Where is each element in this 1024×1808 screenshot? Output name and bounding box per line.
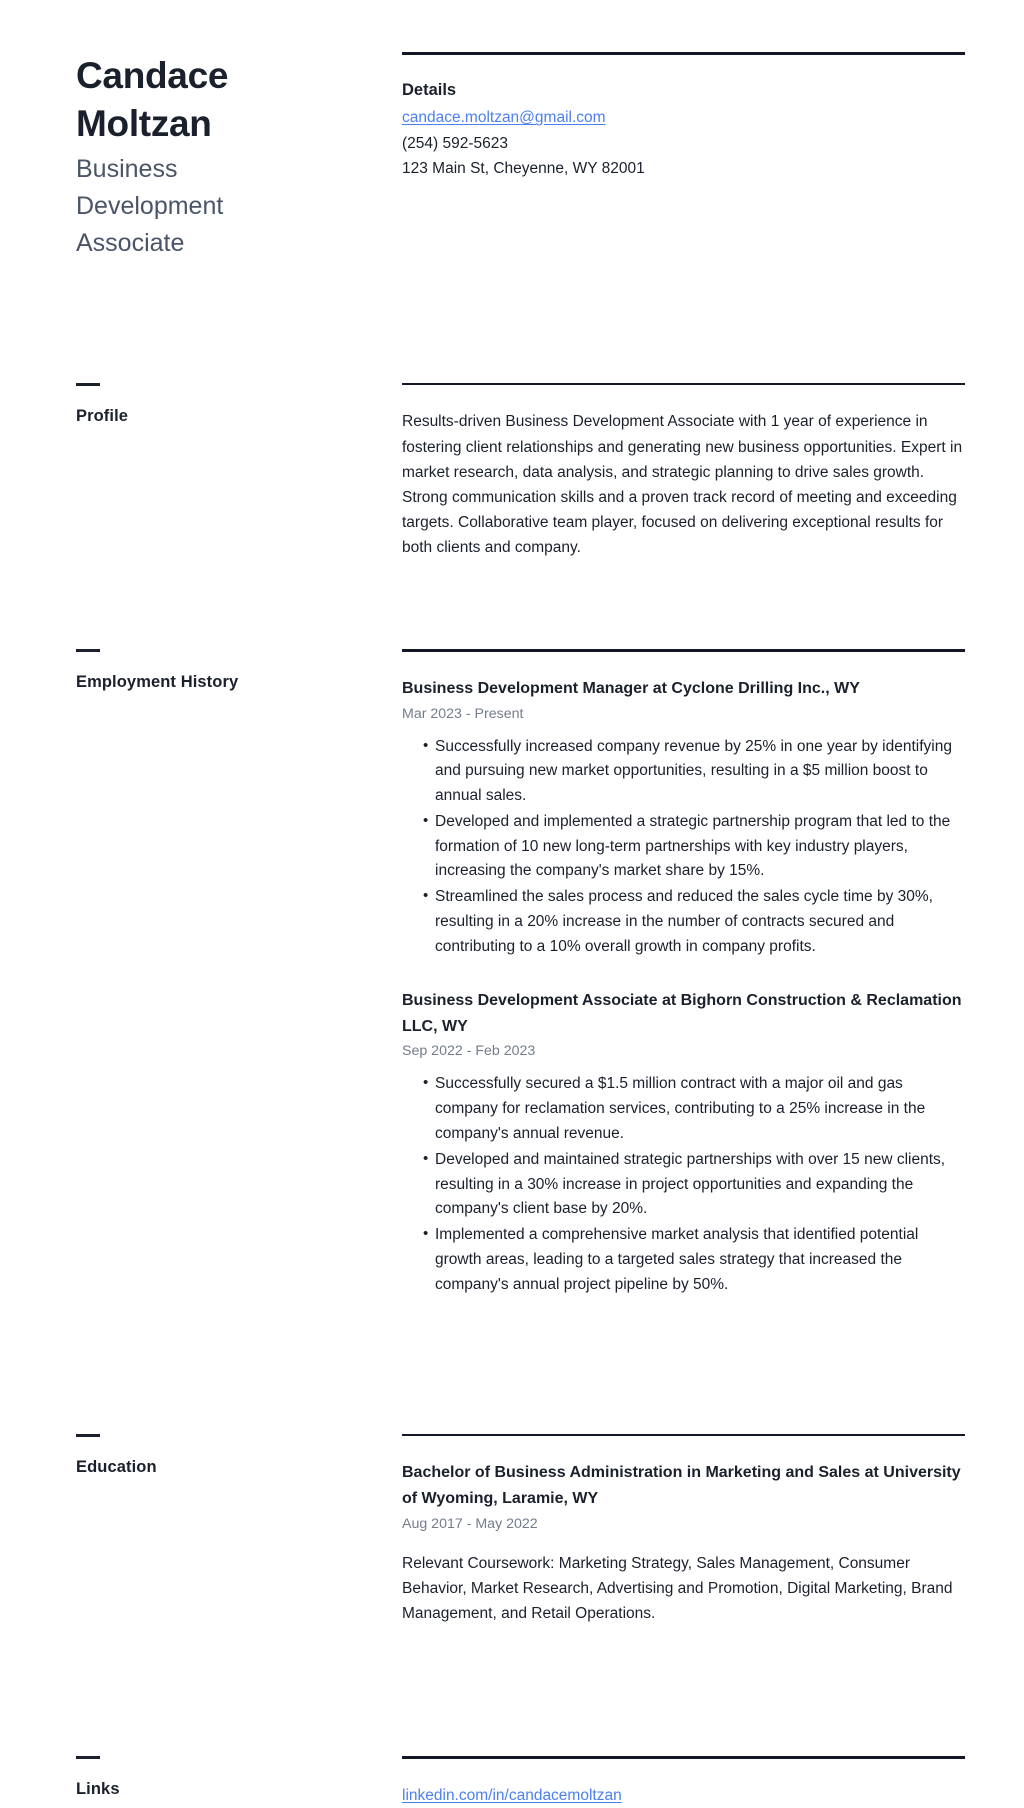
section-rule: [402, 1756, 965, 1759]
details-heading: Details: [402, 80, 457, 99]
address-line: 123 Main St, Cheyenne, WY 82001: [402, 159, 645, 177]
email-link[interactable]: candace.moltzan@gmail.com: [402, 109, 606, 127]
education-entry-title: Bachelor of Business Administration in Marketing and Sales at University of Wyoming, Laramie, WY: [402, 1464, 961, 1508]
section-rule: [402, 1434, 965, 1437]
phone-line: (254) 592-5623: [402, 134, 508, 152]
links-label-column: [76, 1756, 402, 1800]
education-entry: [402, 1460, 965, 1626]
employment-entry-bullets: [402, 1072, 965, 1297]
profile-content: [402, 383, 965, 560]
employment-label-column: [76, 649, 402, 693]
profile-label-column: [76, 383, 402, 427]
page-title: [76, 52, 306, 149]
education-entry-coursework: Relevant Coursework: Marketing Strategy, Sales Management, Consumer Behavior, Market Research, Advertising and Promotion, Digital Marketing, Brand Management, and Retail Operations.: [402, 1554, 953, 1623]
list-item: • Successfully secured a $1.5 million contract with a major oil and gas company for reclamation services, contributing to a 25% increase in the company's annual revenue.: [435, 1072, 965, 1146]
header-identity: [76, 52, 402, 262]
sidebar-label-employment-history: Employment History: [76, 673, 239, 692]
employment-section: [0, 649, 1024, 1299]
linkedin-link[interactable]: linkedin.com/in/candacemoltzan: [402, 1786, 622, 1804]
section-rule: [402, 383, 965, 386]
section-dash-icon: [76, 649, 100, 652]
list-item: • Developed and implemented a strategic partnership program that led to the formation of 10 new long-term partnerships with key industry players, increasing the company's market share by 15%.: [435, 810, 965, 884]
education-content: [402, 1434, 965, 1627]
profile-section: [0, 383, 1024, 560]
last-name: Moltzan: [76, 103, 212, 145]
employment-entry-bullets: [402, 735, 965, 960]
education-section: [0, 1434, 1024, 1627]
education-entry-date: Aug 2017 - May 2022: [402, 1515, 538, 1532]
employment-entry-title: Business Development Manager at Cyclone Drilling Inc., WY: [402, 679, 860, 697]
employment-entry: [402, 676, 965, 960]
section-dash-icon: [76, 1756, 100, 1759]
list-item: • Streamlined the sales process and reduced the sales cycle time by 30%, resulting in a 20% increase in the number of contracts secured and contributing to a 10% overall growth in company profits.: [435, 885, 965, 959]
section-rule: [402, 649, 965, 652]
section-dash-icon: [76, 1434, 100, 1437]
header-section: [0, 0, 1024, 262]
job-title: Business Development Associate: [76, 154, 224, 257]
section-rule: [402, 52, 965, 55]
employment-entry-date: Mar 2023 - Present: [402, 705, 524, 722]
section-dash-icon: [76, 383, 100, 386]
profile-text: Results-driven Business Development Associate with 1 year of experience in fostering client relationships and generating new business opportunities. Expert in market research, data analysis, and strategic planning to drive sales growth. Strong communication skills and a proven track record of meeting and exceeding targets. Collaborative team player, focused on delivering exceptional results for both clients and company.: [402, 413, 963, 556]
sidebar-label-links: Links: [76, 1780, 120, 1799]
details-section: [402, 52, 965, 181]
links-section: [0, 1756, 1024, 1808]
links-content: [402, 1756, 965, 1808]
sidebar-label-profile: Profile: [76, 406, 129, 425]
employment-content: [402, 649, 965, 1299]
list-item: • Successfully increased company revenue by 25% in one year by identifying and pursuing new market opportunities, resulting in a $5 million boost to annual sales.: [435, 735, 965, 809]
first-name: Candace: [76, 55, 229, 96]
employment-entry-title: Business Development Associate at Bighorn Construction & Reclamation LLC, WY: [402, 991, 962, 1035]
sidebar-label-education: Education: [76, 1457, 157, 1476]
email-line: [402, 105, 965, 130]
employment-entry: [402, 988, 965, 1298]
employment-entry-date: Sep 2022 - Feb 2023: [402, 1043, 536, 1060]
list-item: • Developed and maintained strategic partnerships with over 15 new clients, resulting in a 30% increase in project opportunities and expanding the company's client base by 20%.: [435, 1148, 965, 1222]
education-label-column: [76, 1434, 402, 1478]
link-line: [402, 1783, 965, 1808]
list-item: • Implemented a comprehensive market analysis that identified potential growth areas, leading to a targeted sales strategy that increased the company's annual project pipeline by 50%.: [435, 1223, 965, 1297]
